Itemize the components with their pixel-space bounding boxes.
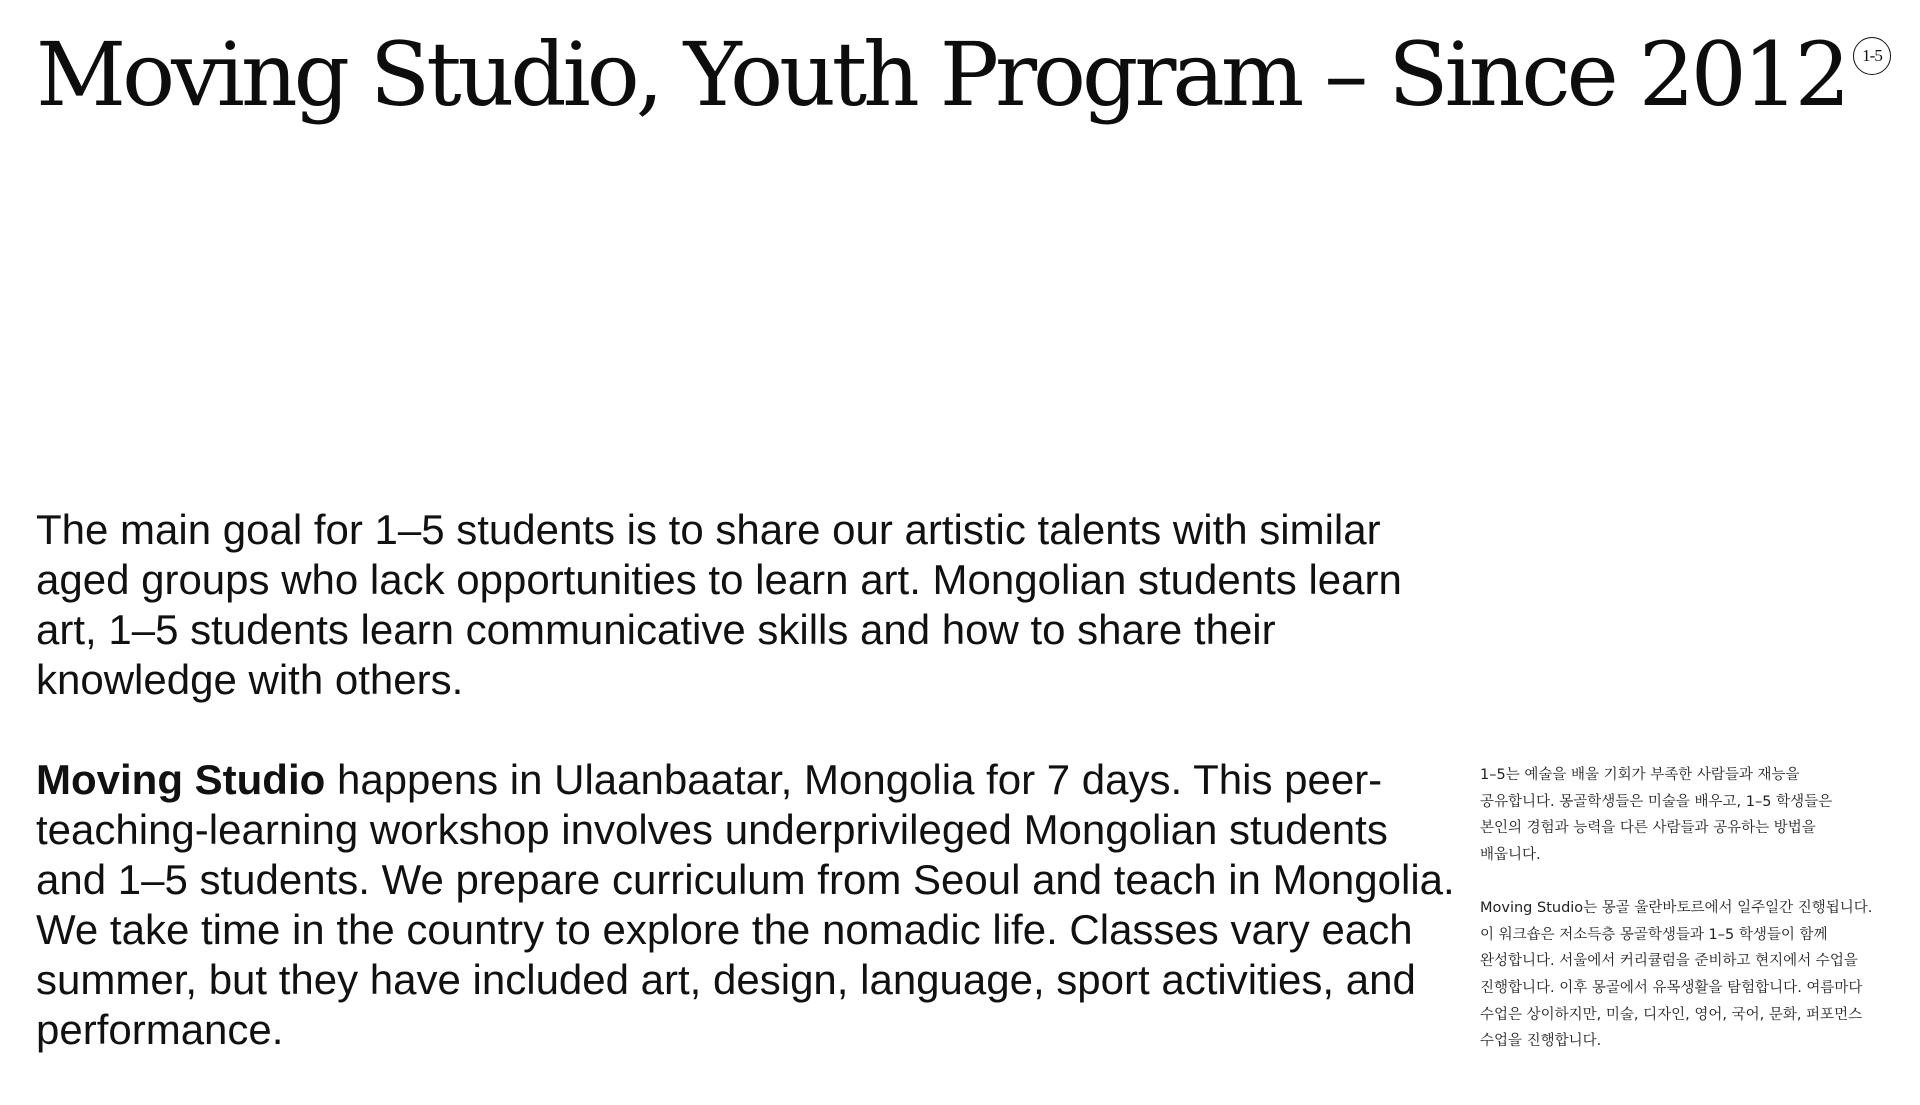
korean-line: 완성합니다. 서울에서 커리큘럼을 준비하고 현지에서 수업을 bbox=[1480, 953, 1858, 970]
main-description bbox=[36, 505, 1456, 1105]
korean-goal-paragraph bbox=[1480, 762, 1910, 869]
korean-line: 본인의 경험과 능력을 다른 사람들과 공유하는 방법을 bbox=[1480, 820, 1816, 837]
korean-program-paragraph bbox=[1480, 895, 1910, 1055]
studio-badge[interactable]: 1-5 bbox=[1853, 37, 1891, 75]
korean-description bbox=[1480, 762, 1910, 1081]
korean-line: Moving Studio는 몽골 울란바토르에서 일주일간 진행됩니다. bbox=[1480, 899, 1873, 916]
program-paragraph bbox=[36, 755, 1456, 1055]
korean-line: 공유합니다. 몽골학생들은 미술을 배우고, 1–5 학생들은 bbox=[1480, 793, 1833, 810]
korean-line: 수업을 진행합니다. bbox=[1480, 1033, 1602, 1050]
korean-line: 배웁니다. bbox=[1480, 847, 1541, 864]
goal-paragraph: The main goal for 1–5 students is to share our artistic talents with similar aged groups who lack opportunities to learn art. Mongolian students learn art, 1–5 students learn communicative skills and how to share their knowledge with others. bbox=[36, 506, 1402, 703]
korean-line: 1–5는 예술을 배울 기회가 부족한 사람들과 재능을 bbox=[1480, 767, 1800, 783]
program-name: Moving Studio bbox=[36, 756, 326, 803]
page-title: Moving Studio, Youth Program – Since 2012 bbox=[36, 23, 1847, 126]
korean-line: 수업은 상이하지만, 미술, 디자인, 영어, 국어, 문화, 퍼포먼스 bbox=[1480, 1006, 1863, 1023]
korean-line: 이 워크숍은 저소득층 몽골학생들과 1–5 학생들이 함께 bbox=[1480, 926, 1828, 943]
korean-line: 진행합니다. 이후 몽골에서 유목생활을 탐험합니다. 여름마다 bbox=[1480, 979, 1863, 996]
program-description: happens in Ulaanbaatar, Mongolia for 7 days. This peer-teaching-learning workshop involves underprivileged Mongolian students and 1–5 students. We prepare curriculum from Seoul and teach in Mongolia. We take time in the country to explore the nomadic life. Classes vary each summer, but they have included art, design, language, sport activities, and performance. bbox=[36, 756, 1455, 1053]
